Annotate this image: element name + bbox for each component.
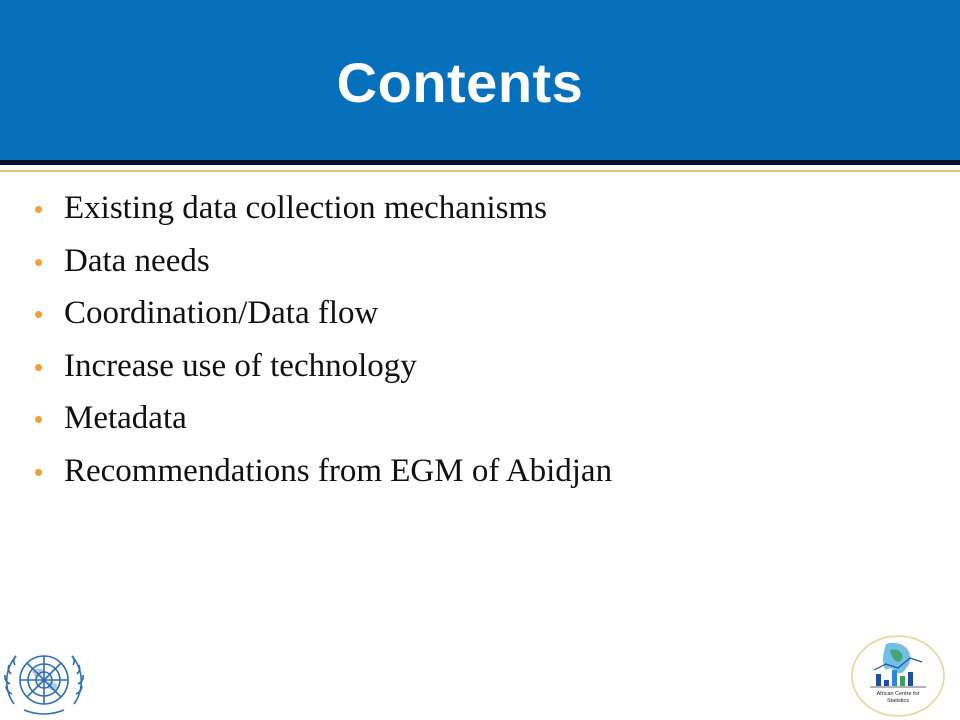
- bullet-icon: •: [34, 299, 44, 329]
- title-banner: [0, 0, 960, 160]
- african-centre-for-statistics-icon: [850, 634, 946, 718]
- slide-title: Contents: [336, 51, 584, 114]
- bullet-icon: •: [34, 194, 44, 224]
- bullet-text: Data needs: [64, 242, 210, 279]
- bullet-icon: •: [34, 404, 44, 434]
- bullet-list: [34, 190, 612, 505]
- bullet-item: [34, 400, 612, 453]
- un-emblem-icon: [2, 642, 86, 720]
- bullet-item: [34, 348, 612, 401]
- accent-divider: [0, 170, 960, 172]
- bullet-text: Coordination/Data flow: [64, 295, 379, 331]
- bullet-text: Existing data collection mechanisms: [64, 190, 547, 226]
- bullet-text: Recommendations from EGM of Abidjan: [64, 452, 613, 489]
- bullet-item: [34, 190, 612, 243]
- bullet-text: Increase use of technology: [64, 347, 417, 384]
- bullet-item: [34, 295, 612, 348]
- acs-text-line2: Statistics: [886, 698, 910, 704]
- header-divider: [0, 160, 960, 165]
- bullet-icon: •: [34, 456, 44, 487]
- bullet-item: [34, 243, 612, 296]
- bullet-icon: •: [34, 246, 44, 277]
- bullet-text: Metadata: [64, 400, 187, 436]
- bullet-item: [34, 453, 612, 506]
- acs-text-line1: African Centre for: [876, 691, 920, 697]
- bullet-icon: •: [34, 351, 44, 382]
